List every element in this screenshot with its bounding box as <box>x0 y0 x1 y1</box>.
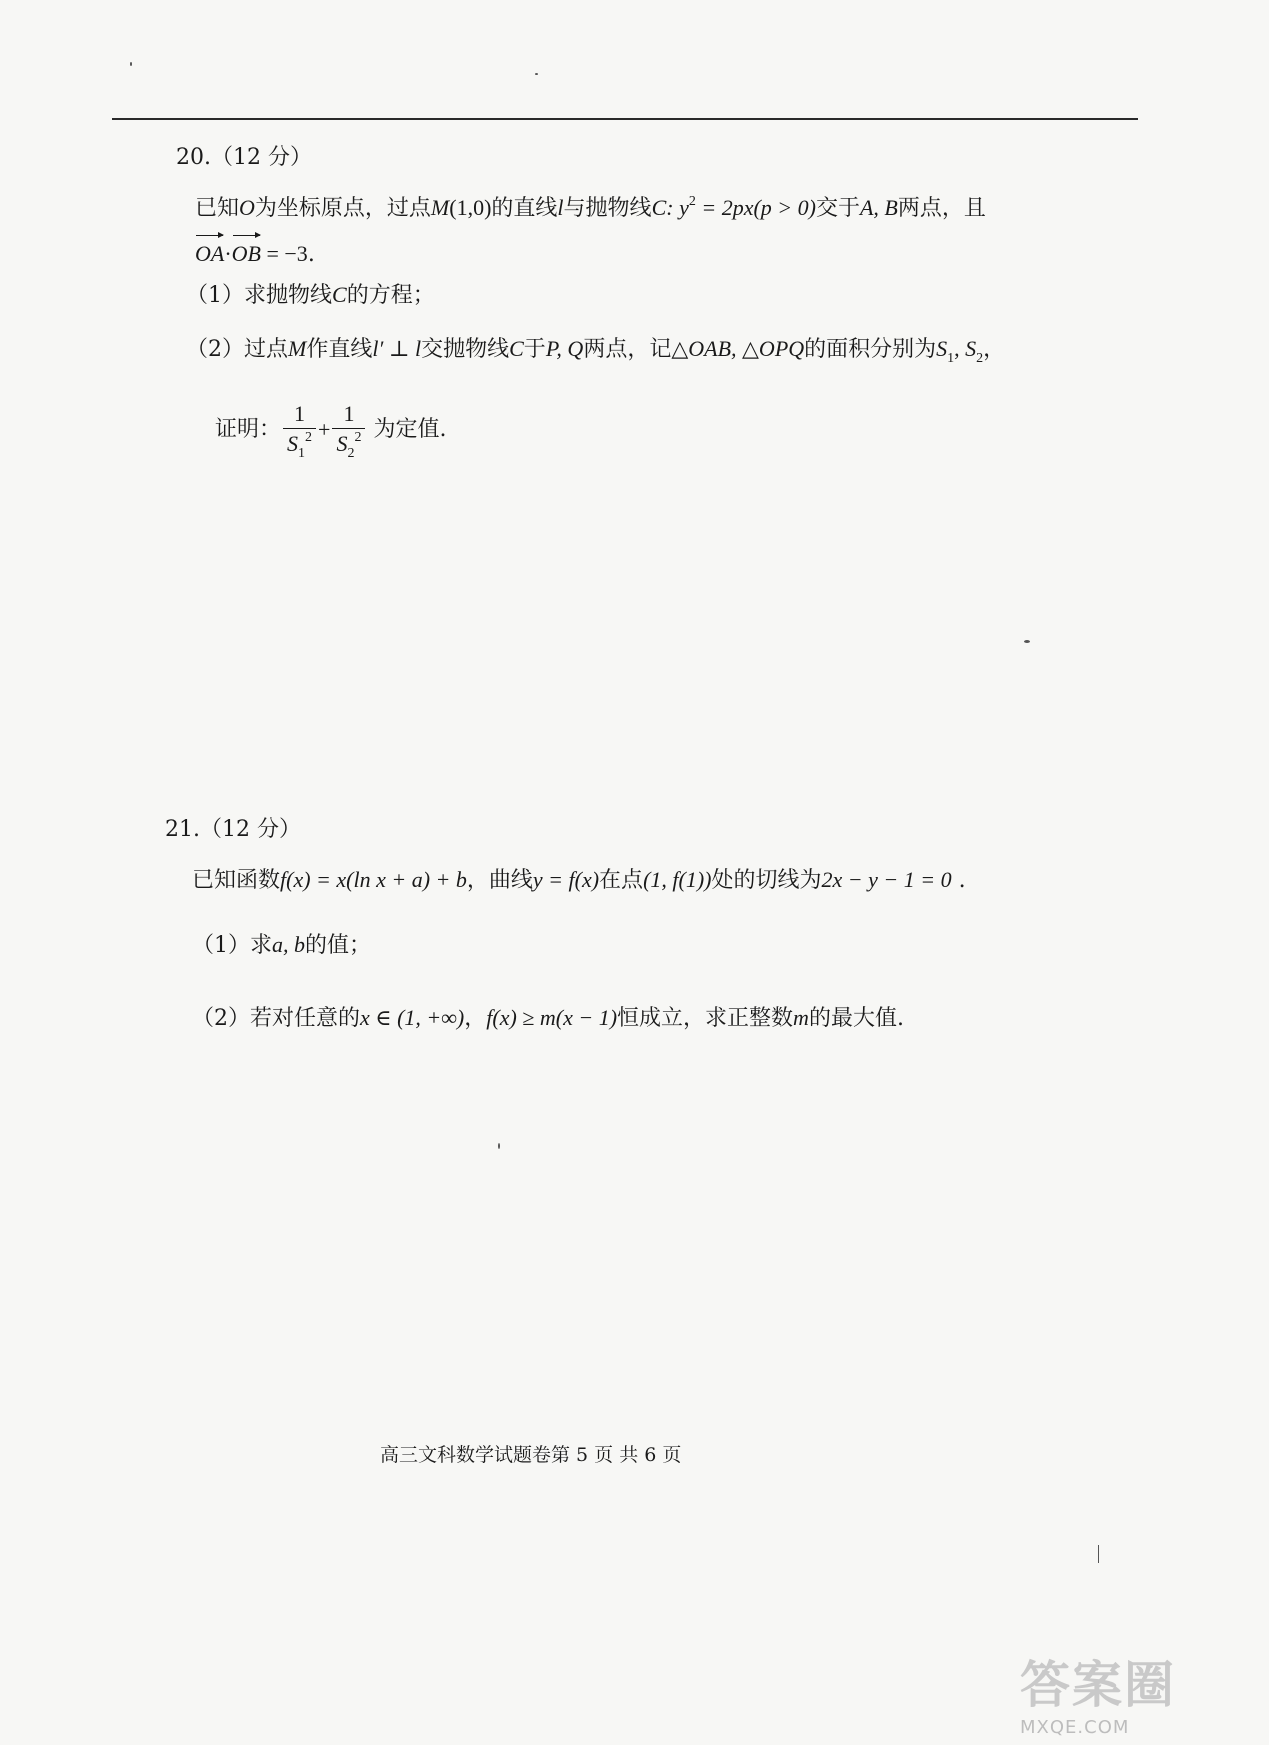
q21-part1: （1）求a, b的值； <box>192 932 372 958</box>
watermark-url: MXQE.COM <box>1020 1717 1130 1738</box>
q20-part2: （2）过点M作直线l′ ⊥ l交抛物线C于P, Q两点，记△OAB, △OPQ的面积分别为$S_1$, $S_2$， <box>186 336 1006 366</box>
q20-stem-line1: 已知O为坐标原点，过点M(1,0)的直线l与抛物线C: $y^2 = 2px(p > 0)$交于A, B两点，且 <box>195 194 986 221</box>
watermark-logo <box>1020 1645 1252 1737</box>
vector-oa: OA <box>195 233 224 269</box>
scan-speck <box>130 62 132 66</box>
q21-points: （12 分） <box>200 817 301 842</box>
q20-number: 20. <box>176 145 211 170</box>
vector-ob: OB <box>232 233 261 269</box>
q20-stem-line2: OA·OB = −3. <box>195 233 315 270</box>
q20-part1: （1）求抛物线C的方程； <box>186 282 435 308</box>
page-footer: 高三文科数学试题卷第 5 页 共 6 页 <box>380 1444 682 1466</box>
q21-part2: （2）若对任意的x ∈ (1, +∞)，f(x) ≥ m(x − 1)恒成立，求正整数m的最大值. <box>192 1005 904 1031</box>
q21-stem: 已知函数f(x) = x(ln x + a) + b，曲线y = f(x)在点(1, f(1))处的切线为2x − y − 1 = 0 . <box>192 867 966 893</box>
scan-speck <box>1098 1545 1099 1563</box>
scan-speck <box>535 73 538 75</box>
q20-proof: 证明： $\frac{1}{S_1^2}$ + $\frac{1}{S_2^2}$ 为定值. <box>215 401 447 461</box>
q21-header <box>165 812 301 843</box>
scan-speck <box>498 1143 500 1149</box>
fraction-1-over-s2-squared: $\frac{1}{S_2^2}$ <box>332 400 365 460</box>
q20-header <box>176 140 312 171</box>
watermark-logo-chars: 答案圈 <box>1020 1655 1176 1714</box>
q20-points: （12 分） <box>211 145 312 170</box>
header-rule <box>112 118 1138 120</box>
fraction-1-over-s1-squared: $\frac{1}{S_1^2}$ <box>283 400 316 460</box>
scan-speck <box>1024 640 1030 643</box>
q21-number: 21. <box>165 817 200 842</box>
